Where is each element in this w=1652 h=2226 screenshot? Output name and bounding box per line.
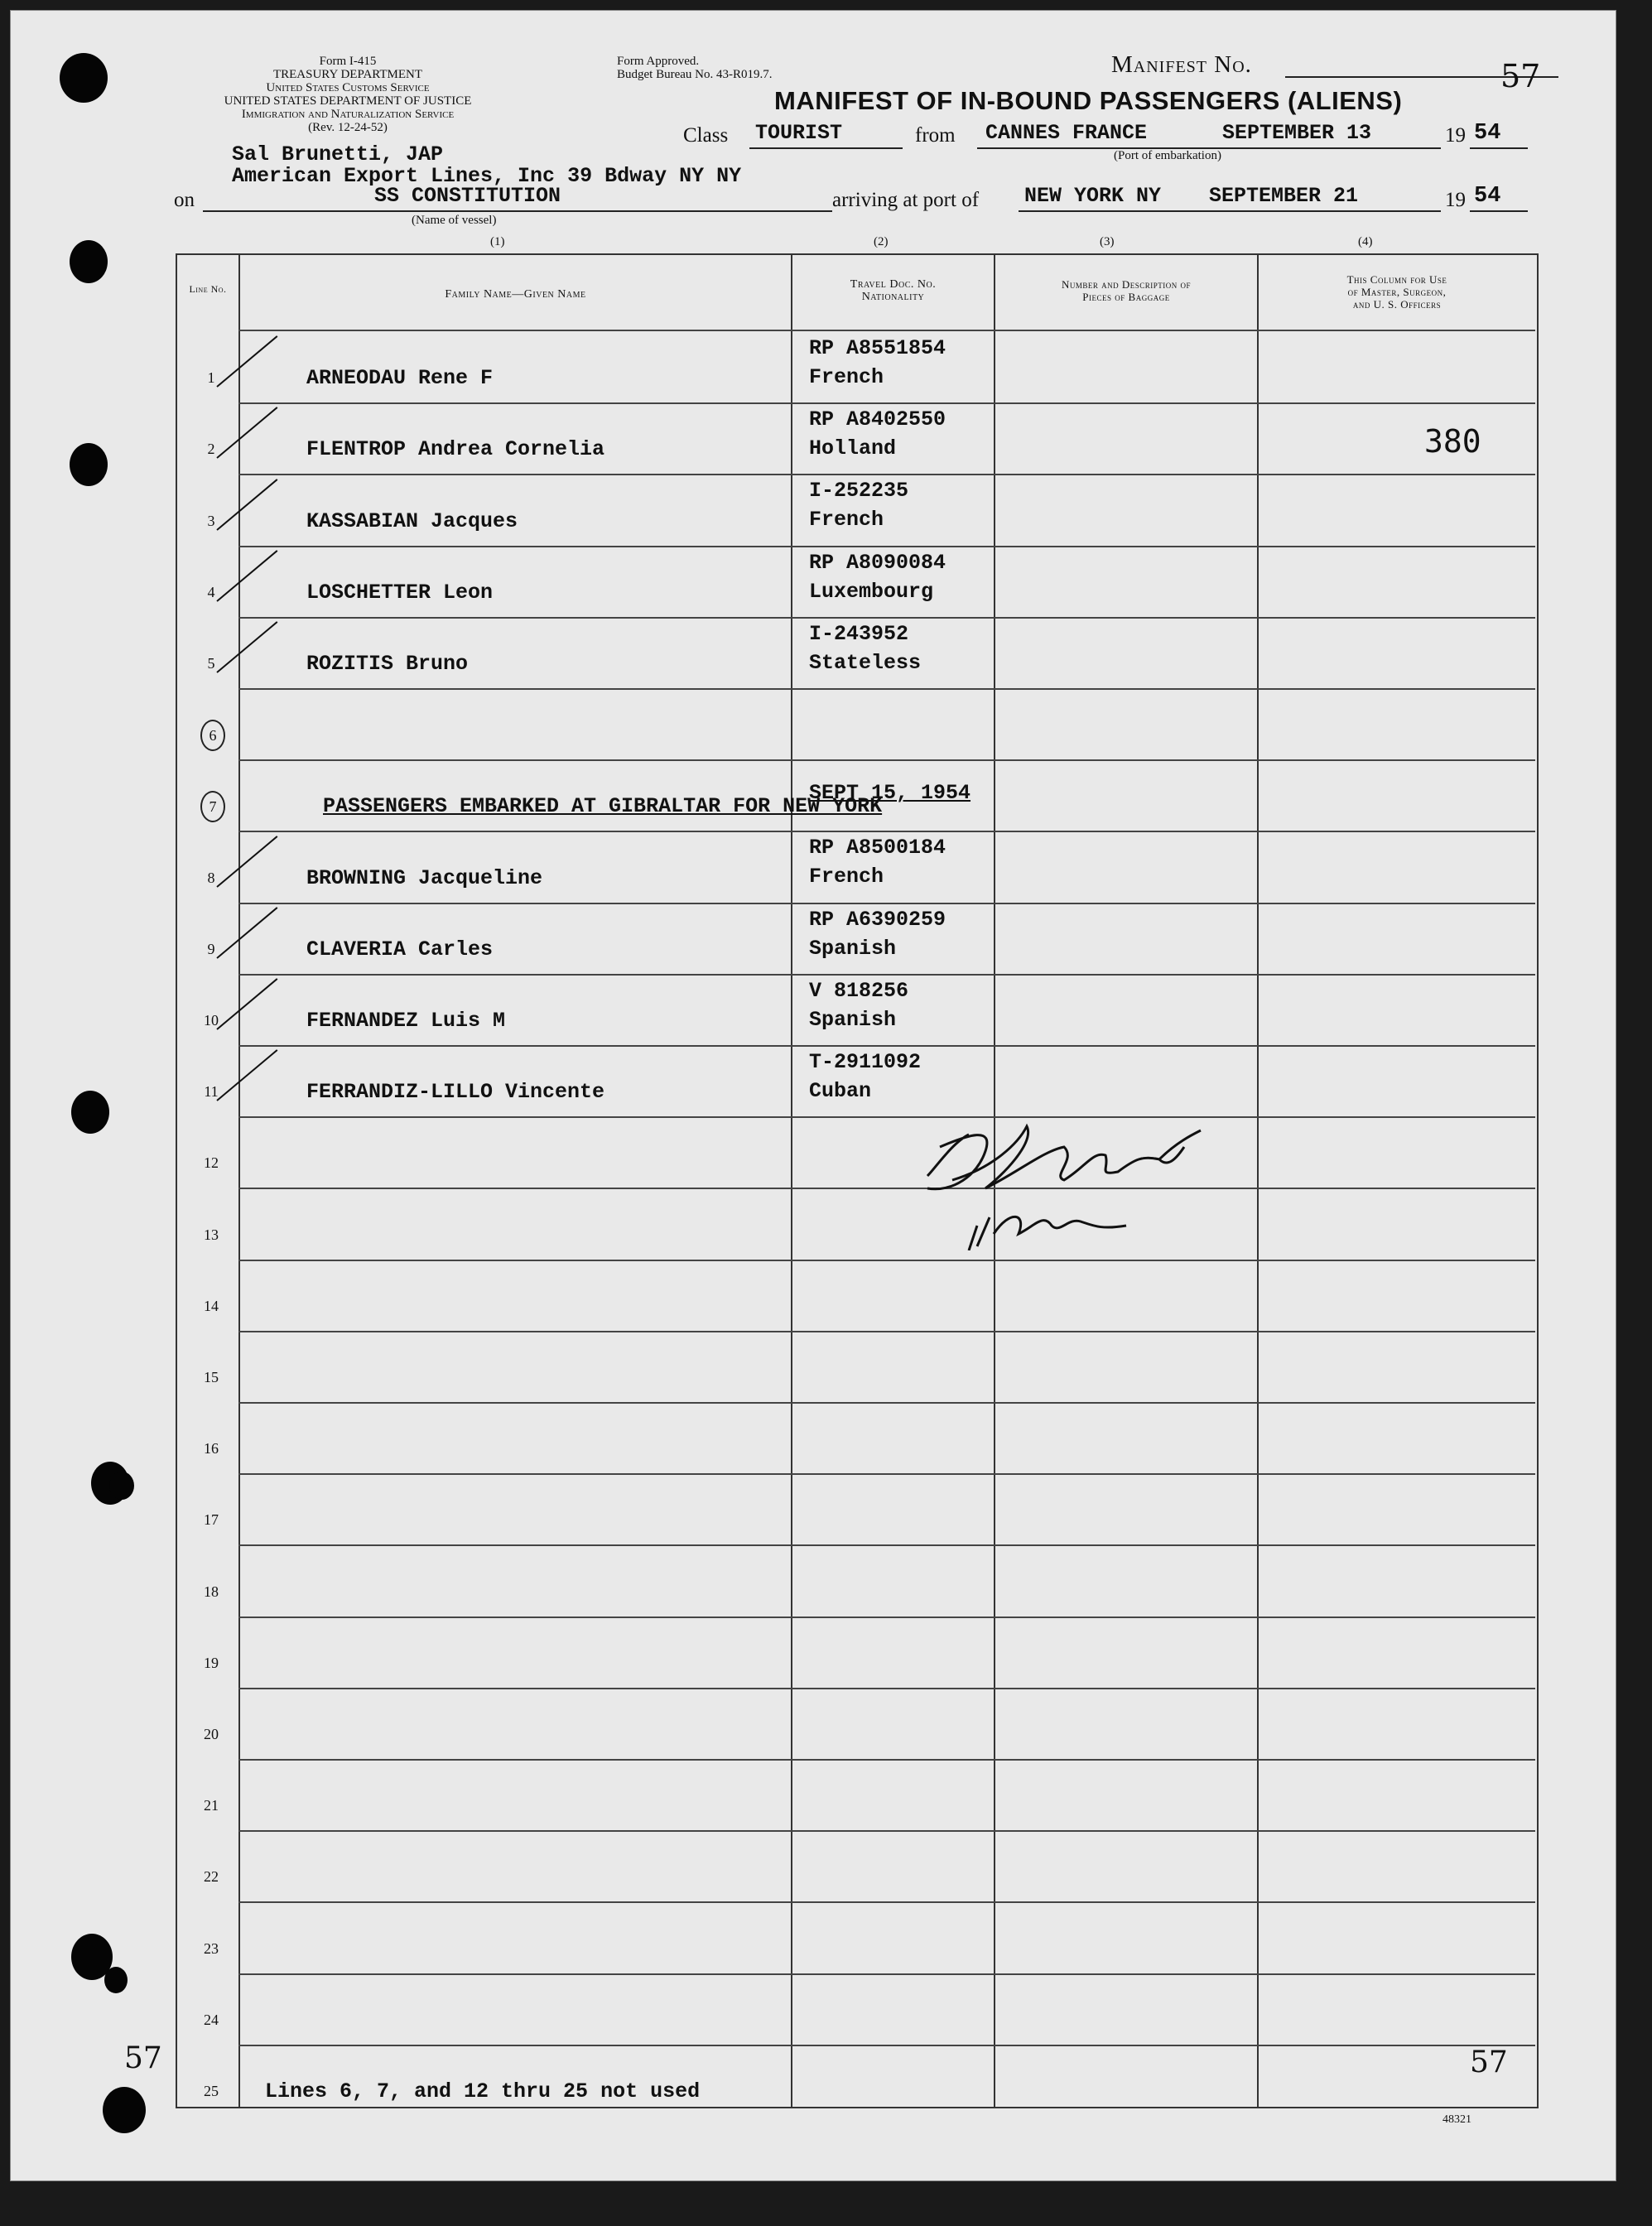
line-number: 5 [207, 655, 215, 672]
dept-treasury: TREASURY DEPARTMENT [272, 68, 423, 81]
dept-justice: UNITED STATES DEPARTMENT OF JUSTICE [224, 94, 472, 108]
row-divider [238, 903, 1535, 904]
travel-doc-number: RP A6390259 [809, 908, 946, 932]
margin-page-number-left: 57 [124, 2041, 162, 2075]
header-baggage: Number and Description of Pieces of Baggage [1061, 278, 1192, 303]
dept-immigration: Immigration and Naturalization Service [241, 108, 455, 121]
line-number: 23 [204, 1940, 219, 1957]
unused-lines-note: Lines 6, 7, and 12 thru 25 not used [265, 2079, 701, 2103]
line-number: 1 [207, 369, 215, 386]
nationality: Spanish [809, 937, 897, 961]
row-divider [238, 1759, 1535, 1761]
immigration-officer-signature [919, 1110, 1300, 1250]
arrival-port: NEW YORK NY [1024, 184, 1162, 208]
travel-doc-number: V 818256 [809, 979, 909, 1003]
line-number: 13 [204, 1226, 219, 1243]
budget-block [617, 55, 865, 81]
punch-hole [109, 1472, 134, 1500]
line-number: 14 [204, 1298, 219, 1314]
passenger-name: FERRANDIZ-LILLO Vincente [306, 1080, 605, 1104]
travel-doc-number: T-2911092 [809, 1050, 922, 1074]
line-number: 19 [204, 1655, 219, 1671]
vessel-name-label: (Name of vessel) [412, 214, 497, 227]
arrival-date: SEPTEMBER 21 [1209, 184, 1359, 208]
line-number: 12 [204, 1154, 219, 1171]
travel-doc-number: RP A8090084 [809, 551, 946, 575]
form-number: Form I-415 [319, 55, 377, 68]
gibraltar-embarkation-note: PASSENGERS EMBARKED AT GIBRALTAR FOR NEW YORK [323, 794, 883, 818]
travel-doc-number: I-252235 [809, 479, 909, 503]
col-num-1: (1) [490, 235, 505, 248]
row-divider [238, 474, 1535, 475]
row-divider [238, 974, 1535, 976]
agent-company: American Export Lines, Inc 39 Bdway NY NY [232, 164, 742, 188]
nationality: Stateless [809, 651, 922, 675]
punch-hole [60, 53, 108, 103]
row-divider [238, 831, 1535, 832]
year-prefix-2: 19 [1445, 189, 1466, 211]
from-label: from [915, 124, 956, 147]
row-divider [238, 688, 1535, 690]
row-divider [238, 759, 1535, 761]
row-divider [238, 1188, 1535, 1189]
nationality: French [809, 865, 884, 889]
class-value: TOURIST [755, 121, 843, 145]
form-revision: (Rev. 12-24-52) [308, 121, 388, 134]
arriving-label: arriving at port of [832, 189, 980, 211]
passenger-name: ROZITIS Bruno [306, 652, 469, 676]
row-divider [238, 402, 1535, 404]
line-number: 6 [200, 720, 225, 751]
row-divider [238, 1473, 1535, 1475]
year-prefix: 19 [1445, 124, 1466, 147]
page-title: MANIFEST OF IN-BOUND PASSENGERS (ALIENS) [774, 86, 1403, 115]
row-divider [238, 1616, 1535, 1618]
row-divider [238, 1544, 1535, 1546]
passenger-name: FLENTROP Andrea Cornelia [306, 437, 605, 461]
line-number: 20 [204, 1726, 219, 1742]
passenger-name: ARNEODAU Rene F [306, 366, 494, 390]
manifest-number: 57 [1500, 58, 1541, 94]
header-travel-doc: Travel Doc. No. Nationality [850, 278, 937, 303]
header-name: Family Name—Given Name [445, 288, 586, 301]
on-label: on [174, 189, 195, 211]
line-number: 21 [204, 1797, 219, 1814]
line-number: 25 [204, 2083, 219, 2099]
line-number: 8 [207, 870, 215, 886]
punch-hole [104, 1967, 128, 1993]
row-divider [238, 1260, 1535, 1261]
row-divider [238, 1331, 1535, 1332]
travel-doc-number: RP A8551854 [809, 336, 946, 360]
header-officers: This Column for Use of Master, Surgeon, and U. S. Officers [1346, 273, 1447, 311]
row-divider [238, 617, 1535, 619]
row-divider [238, 1402, 1535, 1404]
agent-name: Sal Brunetti, JAP [232, 142, 444, 166]
nationality: Cuban [809, 1079, 872, 1103]
dept-customs: United States Customs Service [266, 81, 430, 94]
nationality: French [809, 508, 884, 532]
class-label: Class [683, 124, 729, 147]
row-divider [238, 1045, 1535, 1047]
margin-page-number-right: 57 [1470, 2045, 1508, 2079]
gibraltar-embark-date: SEPT 15, 1954 [809, 781, 971, 805]
line-number: 24 [204, 2012, 219, 2028]
arrival-year: 54 [1474, 184, 1501, 209]
row-divider [238, 1973, 1535, 1975]
nationality: Holland [809, 436, 897, 460]
passenger-name: FERNANDEZ Luis M [306, 1009, 506, 1033]
line-number: 2 [207, 441, 215, 457]
row-divider [238, 1901, 1535, 1903]
row-divider [238, 1830, 1535, 1832]
row-divider [238, 546, 1535, 547]
line-number: 9 [207, 941, 215, 957]
punch-hole [71, 1091, 109, 1134]
row-divider [238, 1688, 1535, 1689]
punch-hole [70, 443, 108, 486]
budget-bureau: Budget Bureau No. 43-R019.7. [617, 68, 773, 81]
header-line-no: Line No. [189, 283, 227, 295]
punch-hole [103, 2087, 146, 2133]
line-number: 4 [207, 584, 215, 600]
passenger-name: BROWNING Jacqueline [306, 866, 543, 890]
embark-date: SEPTEMBER 13 [1222, 121, 1372, 145]
line-number: 3 [207, 513, 215, 529]
line-number: 16 [204, 1440, 219, 1457]
col-num-3: (3) [1100, 235, 1115, 248]
line-number: 17 [204, 1511, 219, 1528]
line-number: 18 [204, 1583, 219, 1600]
travel-doc-number: RP A8500184 [809, 836, 946, 860]
travel-doc-number: RP A8402550 [809, 407, 946, 431]
manifest-no-label: Manifest No. [1111, 51, 1252, 78]
travel-doc-number: I-243952 [809, 622, 909, 646]
vessel-name: SS CONSTITUTION [374, 184, 561, 208]
line-number: 15 [204, 1369, 219, 1385]
embark-port: CANNES FRANCE [985, 121, 1148, 145]
line-number: 7 [200, 791, 225, 822]
row-divider [238, 1116, 1535, 1118]
line-number: 11 [204, 1083, 219, 1100]
port-embarkation-label: (Port of embarkation) [1114, 149, 1221, 162]
embark-year: 54 [1474, 121, 1501, 146]
nationality: Luxembourg [809, 580, 934, 604]
passenger-name: CLAVERIA Carles [306, 937, 494, 961]
officer-notation: 380 [1424, 423, 1481, 460]
form-footer-code: 48321 [1442, 2113, 1471, 2126]
col-num-4: (4) [1358, 235, 1373, 248]
line-number: 22 [204, 1868, 219, 1885]
punch-hole [70, 240, 108, 283]
passenger-name: LOSCHETTER Leon [306, 581, 494, 605]
line-number: 10 [204, 1012, 219, 1029]
form-approved: Form Approved. [617, 55, 700, 68]
row-divider [238, 2045, 1535, 2046]
nationality: French [809, 365, 884, 389]
form-authority-block [174, 55, 522, 134]
nationality: Spanish [809, 1008, 897, 1032]
col-num-2: (2) [874, 235, 889, 248]
passenger-name: KASSABIAN Jacques [306, 509, 518, 533]
